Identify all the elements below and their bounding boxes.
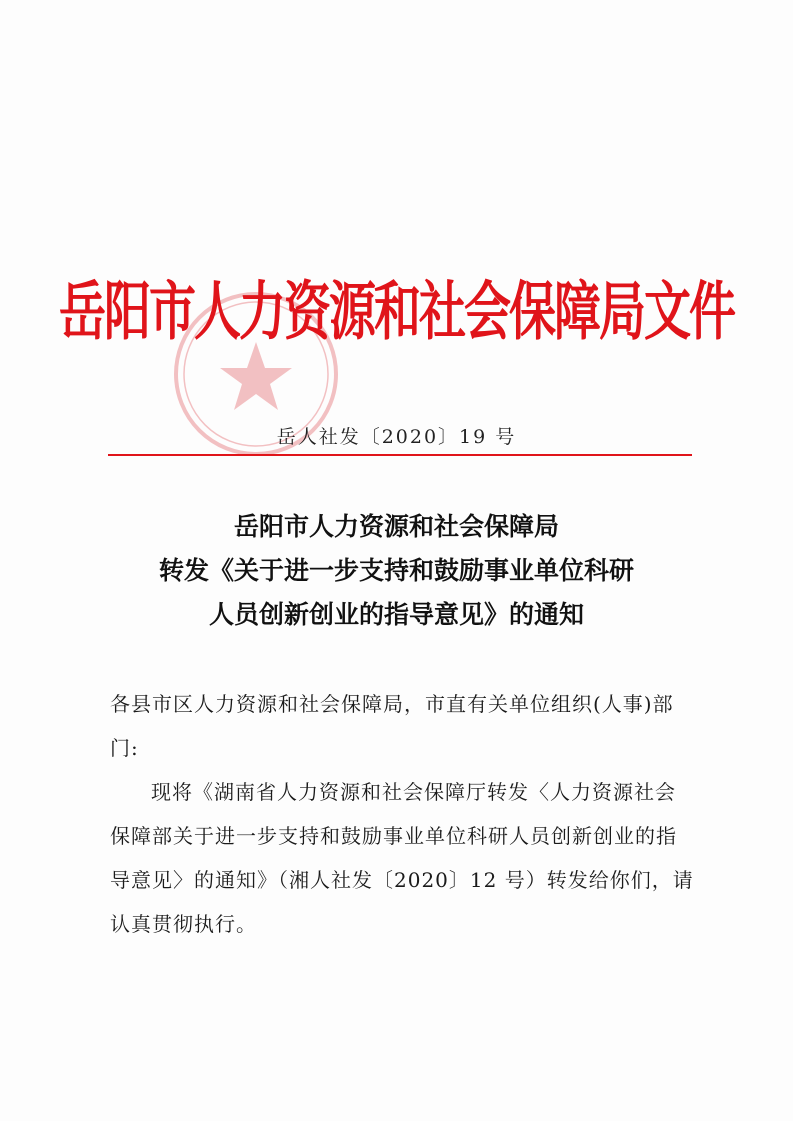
body-paragraph-line-2: 保障部关于进一步支持和鼓励事业单位科研人员创新创业的指 — [110, 824, 677, 848]
body-paragraph-line-3: 导意见〉的通知》（湘人社发〔2020〕12 号）转发给你们，请 — [110, 868, 694, 892]
notice-title-line-1: 岳阳市人力资源和社会保障局 — [233, 512, 559, 541]
body-paragraph-line-4: 认真贯彻执行。 — [110, 912, 257, 936]
document-header-title: 岳阳市人力资源和社会保障局文件 — [59, 275, 734, 350]
notice-title-line-3: 人员创新创业的指导意见》的通知 — [208, 600, 584, 629]
notice-title — [0, 505, 793, 637]
header-divider — [108, 454, 692, 456]
document-number: 岳人社发〔2020〕19 号 — [276, 426, 517, 448]
notice-body — [110, 682, 694, 946]
body-paragraph-line-1: 现将《湖南省人力资源和社会保障厅转发〈人力资源社会 — [151, 780, 676, 804]
addressee-line-2: 门: — [110, 736, 139, 760]
notice-title-line-2: 转发《关于进一步支持和鼓励事业单位科研 — [158, 556, 634, 585]
addressee-line-1: 各县市区人力资源和社会保障局，市直有关单位组织(人事)部 — [110, 692, 674, 716]
